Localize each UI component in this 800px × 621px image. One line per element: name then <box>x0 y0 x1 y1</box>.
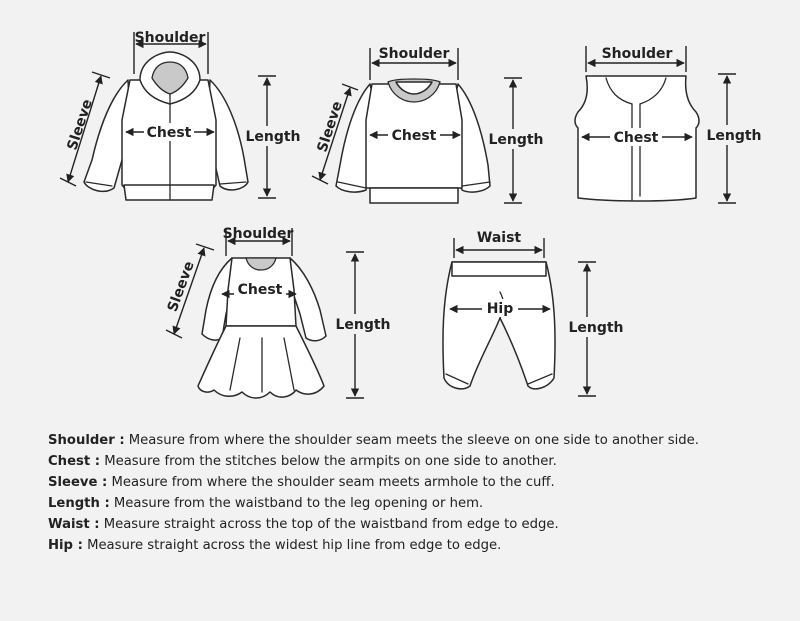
vest-length-label: Length <box>706 128 762 144</box>
definition-chest <box>48 451 788 472</box>
pants-figure <box>443 262 555 389</box>
sweatshirt-length-label: Length <box>488 132 544 148</box>
pants-waist-label: Waist <box>476 230 522 246</box>
term-label: Shoulder : <box>48 433 125 448</box>
vest-chest-label: Chest <box>613 130 659 146</box>
term-description: Measure straight across the top of the waistband from edge to edge. <box>99 517 559 532</box>
term-description: Measure from the waistband to the leg opening or hem. <box>109 496 484 511</box>
dress-length-label: Length <box>335 317 391 333</box>
term-description: Measure from where the shoulder seam meets armhole to the cuff. <box>107 475 555 490</box>
dress-sleeve-label: Sleeve <box>164 259 198 315</box>
hoodie-length-label: Length <box>245 129 301 145</box>
sweatshirt-shoulder-label: Shoulder <box>378 46 450 62</box>
term-label: Hip : <box>48 538 83 553</box>
hoodie-chest-label: Chest <box>146 125 192 141</box>
definition-sleeve <box>48 472 788 493</box>
sweatshirt-chest-label: Chest <box>391 128 437 144</box>
term-description: Measure straight across the widest hip line from edge to edge. <box>82 538 502 553</box>
definition-shoulder <box>48 430 788 451</box>
term-label: Length : <box>48 496 110 511</box>
term-label: Chest : <box>48 454 101 469</box>
term-description: Measure from the stitches below the armpits on one side to another. <box>100 454 557 469</box>
measurement-definitions <box>48 430 788 556</box>
term-label: Waist : <box>48 517 100 532</box>
definition-length <box>48 493 788 514</box>
dress-shoulder-label: Shoulder <box>222 226 294 242</box>
pants-length-label: Length <box>568 320 624 336</box>
definition-waist <box>48 514 788 535</box>
dress-figure <box>198 258 326 398</box>
dress-chest-label: Chest <box>237 282 283 298</box>
pants-hip-label: Hip <box>486 301 514 317</box>
hoodie-sleeve-label: Sleeve <box>64 97 96 153</box>
term-description: Measure from where the shoulder seam meets the sleeve on one side to another side. <box>124 433 699 448</box>
hoodie-shoulder-label: Shoulder <box>134 30 206 46</box>
definition-hip <box>48 535 788 556</box>
vest-shoulder-label: Shoulder <box>601 46 673 62</box>
term-label: Sleeve : <box>48 475 108 490</box>
sweatshirt-sleeve-label: Sleeve <box>314 99 346 155</box>
